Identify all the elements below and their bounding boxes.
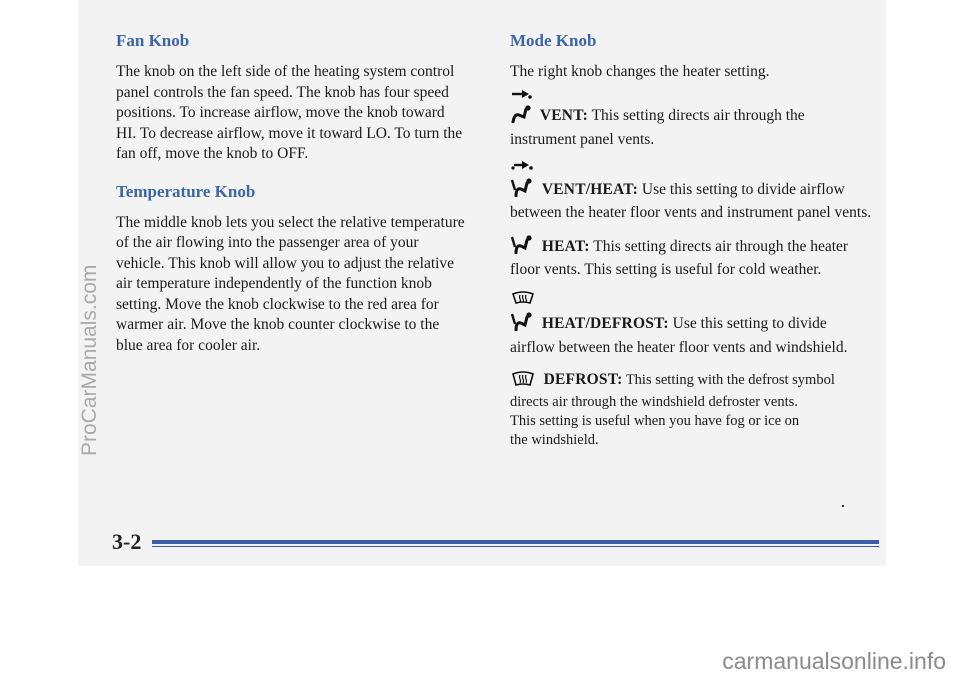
fan-knob-paragraph — [116, 62, 484, 165]
mode-intro: The right knob changes the heater setting. — [510, 63, 770, 80]
mode-heat — [510, 234, 882, 281]
heat-line: floor vents. This setting is useful for cold weather. — [510, 261, 822, 278]
vent-heat-arrow-icon — [510, 156, 882, 177]
heat-line: This setting directs air through the heater — [593, 237, 849, 255]
vent-heat-line: between the heater floor vents and instrument panel vents. — [510, 204, 872, 221]
heat-defrost-icon — [510, 311, 534, 338]
page-number: 3-2 — [112, 529, 142, 554]
fan-knob-heading: Fan Knob — [116, 31, 190, 50]
vent-icon — [510, 105, 532, 130]
heat-label: HEAT: — [541, 237, 590, 255]
mode-vent-heat — [510, 156, 882, 224]
mode-knob-heading: Mode Knob — [510, 31, 597, 50]
vent-arrow-icon — [510, 85, 882, 106]
mode-defrost — [510, 370, 882, 450]
temperature-knob-heading: Temperature Knob — [116, 181, 256, 201]
right-column — [510, 30, 882, 450]
heat-icon — [510, 234, 534, 261]
windshield-small-icon — [510, 291, 882, 312]
vent-line: This setting directs air through the — [591, 107, 805, 124]
defrost-line: This setting with the defrost symbol — [625, 372, 835, 388]
heat-defrost-line: airflow between the heater floor vents and windshield. — [510, 338, 848, 356]
temperature-line: vehicle. This knob will allow you to adjust the relative — [116, 254, 455, 272]
vent-label: VENT: — [539, 107, 588, 124]
side-watermark: ProCarManuals.com — [78, 264, 101, 456]
fan-line: HI. To decrease airflow, move it toward LO. To turn the — [116, 124, 463, 142]
footer-rule-thick — [152, 540, 879, 544]
stray-dot — [842, 505, 844, 507]
defrost-line: This setting is useful when you have fog or ice on — [510, 413, 800, 429]
fan-line: panel controls the fan speed. The knob has four speed — [116, 83, 449, 101]
bottom-watermark: carmanualsonline.info — [722, 648, 946, 674]
left-column — [116, 30, 484, 356]
temperature-line: air temperature independently of the function knob — [116, 275, 432, 292]
defrost-icon — [510, 371, 536, 393]
temperature-line: of the air flowing into the passenger area of your — [116, 234, 419, 251]
temperature-line: blue area for cooler air. — [116, 336, 261, 354]
heat-defrost-line: Use this setting to divide — [672, 315, 827, 332]
vent-line: instrument panel vents. — [510, 130, 655, 148]
heat-defrost-label: HEAT/DEFROST: — [541, 315, 669, 332]
fan-line: The knob on the left side of the heating system control — [116, 63, 455, 80]
defrost-line: the windshield. — [510, 432, 599, 448]
temperature-line: The middle knob lets you select the relative temperature — [116, 213, 465, 231]
vent-heat-label: VENT/HEAT: — [541, 180, 639, 198]
vent-heat-icon — [510, 177, 534, 204]
temperature-knob-paragraph — [116, 213, 484, 357]
fan-line: fan off, move the knob to OFF. — [116, 145, 309, 162]
fan-line: positions. To increase airflow, move the knob toward — [116, 104, 445, 121]
mode-vent — [510, 85, 882, 151]
vent-heat-line: Use this setting to divide airflow — [641, 180, 845, 198]
footer-rule-thin — [152, 546, 879, 547]
defrost-label: DEFROST: — [543, 371, 623, 388]
mode-heat-defrost — [510, 291, 882, 359]
defrost-line: directs air through the windshield defroster vents. — [510, 394, 798, 410]
temperature-line: warmer air. Move the knob counter clockwise to the — [116, 316, 440, 333]
temperature-line: setting. Move the knob clockwise to the red area for — [116, 295, 439, 313]
